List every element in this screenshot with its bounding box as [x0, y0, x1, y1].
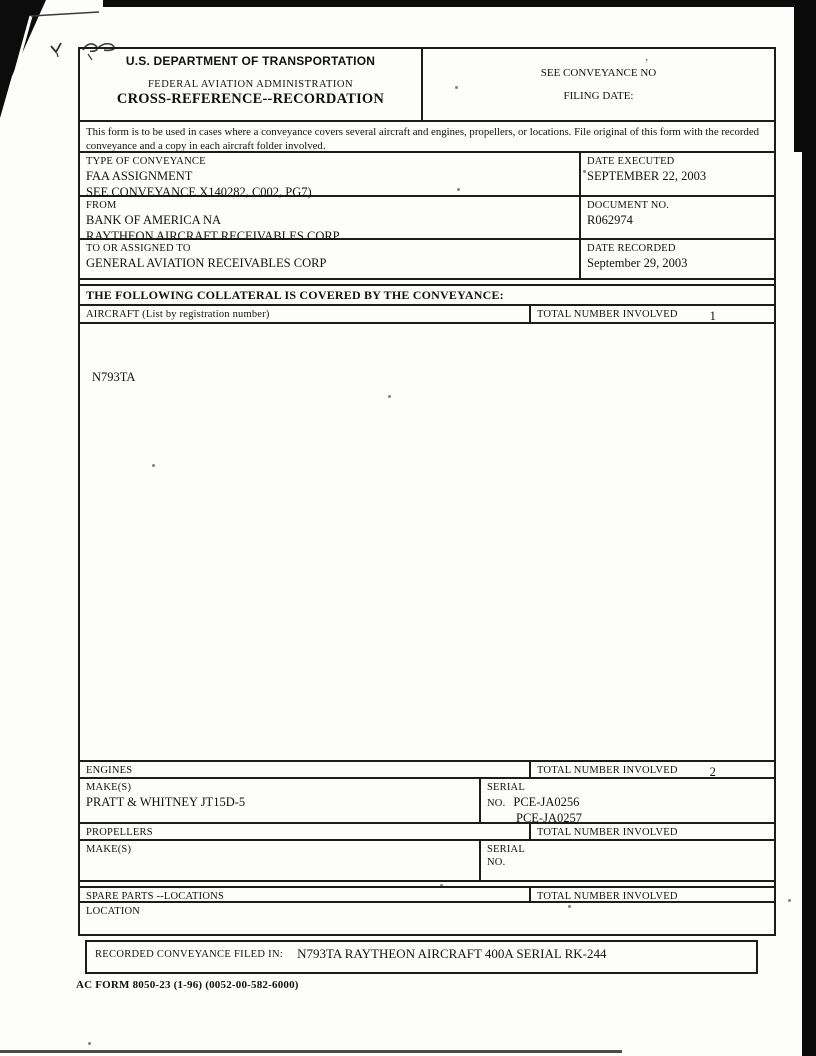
propellers-serial-label: SERIAL: [487, 844, 525, 855]
aircraft-total-cell: [529, 306, 774, 322]
collateral-section-title-row: [80, 284, 774, 306]
stray-pen-mark: ’: [645, 58, 649, 69]
from-value-line2: RAYTHEON AIRCRAFT RECEIVABLES CORP: [86, 229, 340, 244]
to-or-assigned-row: [80, 240, 774, 280]
type-of-conveyance-cell: [80, 153, 579, 200]
propellers-body-row: [80, 841, 774, 882]
form-header-filing-cell: [421, 49, 774, 120]
to-or-assigned-value: GENERAL AVIATION RECEIVABLES CORP: [86, 256, 327, 271]
propellers-total-cell: [529, 824, 774, 839]
scan-edge-strip-right: [802, 0, 816, 1056]
aircraft-label: AIRCRAFT (List by registration number): [86, 309, 270, 320]
faa-form-8050-23: [78, 47, 776, 936]
date-executed-cell: [579, 153, 774, 195]
engines-total-cell: [529, 762, 774, 777]
propellers-label: PROPELLERS: [86, 827, 153, 838]
location-label: LOCATION: [86, 906, 141, 917]
recorded-conveyance-value: N793TA RAYTHEON AIRCRAFT 400A SERIAL RK-244: [297, 946, 607, 961]
date-recorded-value: September 29, 2003: [587, 256, 688, 271]
date-recorded-cell: [579, 240, 774, 278]
spare-parts-label: SPARE PARTS --LOCATIONS: [86, 891, 224, 902]
date-executed-value: SEPTEMBER 22, 2003: [587, 169, 707, 184]
scan-speck: [788, 899, 791, 902]
from-row: [80, 197, 774, 244]
engines-total-label: TOTAL NUMBER INVOLVED: [537, 765, 678, 776]
engines-serial-no-label: NO.: [487, 798, 506, 810]
spare-parts-header-row: [80, 886, 774, 903]
aircraft-header-row: [80, 306, 774, 324]
location-row: [80, 903, 774, 934]
spare-parts-total-label: TOTAL NUMBER INVOLVED: [537, 891, 678, 902]
recorded-conveyance-label: RECORDED CONVEYANCE FILED IN:: [95, 949, 284, 960]
from-cell: [80, 197, 579, 244]
see-conveyance-label: SEE CONVEYANCE NO: [540, 67, 657, 79]
propellers-header-row: [80, 824, 774, 841]
aircraft-total-label: TOTAL NUMBER INVOLVED: [537, 309, 678, 320]
aircraft-total-value: 1: [709, 309, 716, 323]
to-or-assigned-cell: [80, 240, 579, 278]
engines-total-value: 2: [709, 765, 716, 779]
engines-header-row: [80, 762, 774, 779]
from-value-line1: BANK OF AMERICA NA: [86, 213, 222, 228]
aircraft-registration-list: [80, 324, 774, 760]
scan-edge-bar-top: [103, 0, 816, 7]
document-no-label: DOCUMENT NO.: [587, 200, 670, 211]
handwritten-check-mark: [48, 40, 68, 58]
agency-subtitle: FEDERAL AVIATION ADMINISTRATION: [147, 79, 354, 90]
instructions-row: [80, 122, 774, 153]
form-header-row: [80, 49, 774, 122]
scan-speck: [88, 1042, 91, 1045]
recorded-conveyance-box: [85, 940, 758, 974]
filing-date-label: FILING DATE:: [563, 90, 634, 102]
agency-title: U.S. DEPARTMENT OF TRANSPORTATION: [125, 54, 376, 68]
propellers-make-label: MAKE(S): [86, 844, 132, 855]
collateral-section-title: THE FOLLOWING COLLATERAL IS COVERED BY THE CONVEYANCE:: [86, 288, 504, 302]
location-cell: [80, 903, 774, 934]
propellers-make-cell: [80, 841, 479, 880]
engines-serial-value-2: PCE-JA0257: [516, 811, 582, 826]
propellers-serial-cell: [479, 841, 774, 880]
type-of-conveyance-value-line1: FAA ASSIGNMENT: [86, 169, 193, 184]
engines-serial-label: SERIAL: [487, 782, 525, 793]
engines-serial-value-1: PCE-JA0256: [513, 795, 580, 810]
form-header-agency-cell: [80, 49, 421, 120]
type-of-conveyance-label: TYPE OF CONVEYANCE: [86, 156, 206, 167]
engines-make-cell: [80, 779, 479, 822]
propellers-total-label: TOTAL NUMBER INVOLVED: [537, 827, 678, 838]
engines-body-row: [80, 779, 774, 824]
engines-serial-cell: [479, 779, 774, 826]
date-executed-label: DATE EXECUTED: [587, 156, 675, 167]
instructions-text: This form is to be used in cases where a conveyance covers several aircraft and engines, propellers, or locations. File original of this form with the recorded conveyance and a copy in each aircraft folder involved.: [86, 126, 760, 153]
aircraft-registration: N793TA: [92, 370, 136, 384]
spare-parts-total-cell: [529, 888, 774, 901]
date-recorded-label: DATE RECORDED: [587, 243, 676, 254]
document-no-cell: [579, 197, 774, 238]
propellers-serial-no-label: NO.: [487, 857, 506, 869]
engines-make-value: PRATT & WHITNEY JT15D-5: [86, 795, 246, 810]
to-or-assigned-label: TO OR ASSIGNED TO: [86, 243, 191, 254]
document-no-value: R062974: [587, 213, 633, 228]
engines-make-label: MAKE(S): [86, 782, 132, 793]
scan-edge-line-bottom: [0, 1050, 622, 1053]
type-of-conveyance-value-line2: SEE CONVEYANCE X140282, C002, PG7): [86, 185, 312, 200]
from-label: FROM: [86, 200, 117, 211]
type-of-conveyance-row: [80, 153, 774, 200]
engines-label: ENGINES: [86, 765, 133, 776]
form-title: CROSS-REFERENCE--RECORDATION: [116, 91, 385, 107]
form-number-footer: AC FORM 8050-23 (1-96) (0052-00-582-6000): [76, 979, 299, 991]
aircraft-body-row: [80, 324, 774, 762]
